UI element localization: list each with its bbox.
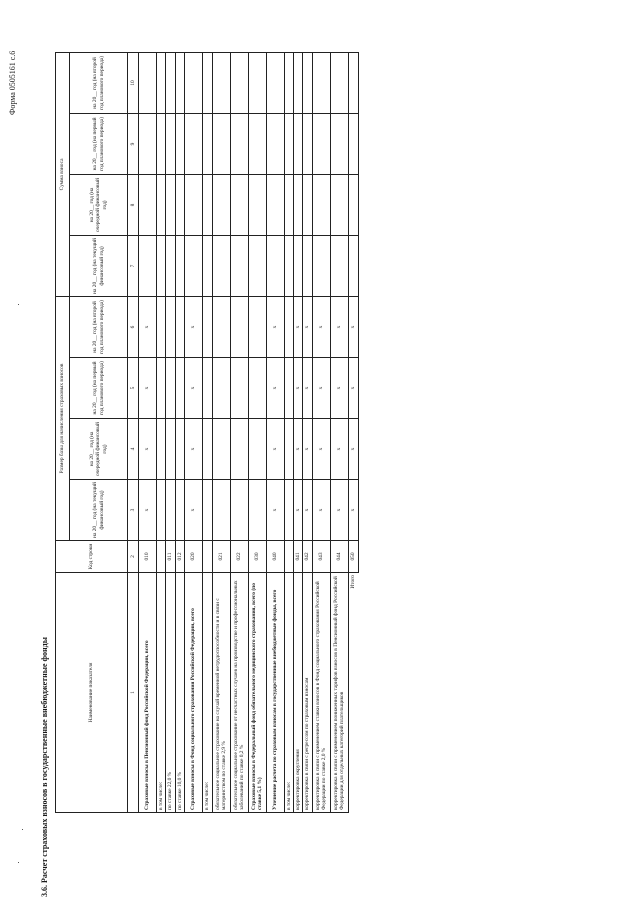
sum-group-header: Сумма взноса	[56, 52, 70, 296]
value-cell	[248, 174, 266, 235]
not-applicable-mark: x	[139, 358, 157, 419]
value-cell	[330, 235, 348, 296]
value-cell	[293, 52, 302, 113]
row-code: 030	[248, 541, 266, 573]
scan-speck	[18, 862, 19, 863]
not-applicable-mark: x	[293, 419, 302, 480]
column-number-2: 2	[128, 541, 139, 573]
base-year-second-header: на 20__ год (на второй год планового периода)	[70, 296, 128, 357]
value-cell	[157, 235, 166, 296]
value-cell	[185, 113, 203, 174]
section-title: 3.6. Расчет страховых взносов в государственные внебюджетные фонды	[40, 637, 49, 897]
not-applicable-mark: x	[348, 480, 358, 541]
base-year-current-header: на 20__ год (на текущий финансовый год)	[70, 480, 128, 541]
not-applicable-mark: x	[266, 358, 284, 419]
value-cell	[293, 235, 302, 296]
column-number-7: 7	[128, 235, 139, 296]
row-name: по ставке 10,0 %	[175, 573, 184, 813]
sum-year-next-header: на 20__ год (на очередной финансовый год)	[70, 174, 128, 235]
not-applicable-mark: x	[348, 358, 358, 419]
value-cell	[248, 52, 266, 113]
row-name: корректировка в связи с регрессом по страховым взносам	[303, 573, 312, 813]
value-cell	[166, 113, 175, 174]
not-applicable-mark: x	[266, 419, 284, 480]
value-cell	[230, 358, 248, 419]
value-cell	[348, 52, 358, 113]
value-cell	[230, 296, 248, 357]
value-cell	[303, 113, 312, 174]
value-cell	[203, 235, 212, 296]
value-cell	[175, 235, 184, 296]
value-cell	[157, 480, 166, 541]
not-applicable-mark: x	[312, 358, 330, 419]
not-applicable-mark: x	[185, 296, 203, 357]
value-cell	[185, 235, 203, 296]
table-row	[139, 52, 157, 812]
row-code	[284, 541, 293, 573]
value-cell	[230, 174, 248, 235]
row-name: корректировка в связи с применением пониженных тарифов взносов в Пенсионный фонд Российской Федерации для отдельных категорий плательщиков	[330, 573, 348, 813]
not-applicable-mark: x	[266, 296, 284, 357]
not-applicable-mark: x	[185, 480, 203, 541]
value-cell	[312, 113, 330, 174]
value-cell	[157, 113, 166, 174]
value-cell	[212, 52, 230, 113]
table-row	[248, 52, 266, 812]
value-cell	[203, 480, 212, 541]
value-cell	[266, 113, 284, 174]
value-cell	[185, 52, 203, 113]
value-cell	[212, 113, 230, 174]
value-cell	[166, 235, 175, 296]
table-row	[330, 52, 348, 812]
not-applicable-mark: x	[293, 480, 302, 541]
value-cell	[303, 174, 312, 235]
value-cell	[139, 52, 157, 113]
value-cell	[157, 52, 166, 113]
value-cell	[248, 419, 266, 480]
value-cell	[166, 358, 175, 419]
column-number-6: 6	[128, 296, 139, 357]
table-row	[185, 52, 203, 812]
not-applicable-mark: x	[266, 480, 284, 541]
value-cell	[230, 52, 248, 113]
value-cell	[212, 480, 230, 541]
value-cell	[212, 419, 230, 480]
table-row	[203, 52, 212, 812]
value-cell	[139, 174, 157, 235]
not-applicable-mark: x	[139, 480, 157, 541]
table-row	[293, 52, 302, 812]
table-row	[175, 52, 184, 812]
value-cell	[166, 52, 175, 113]
value-cell	[303, 235, 312, 296]
not-applicable-mark: x	[303, 358, 312, 419]
row-name: в том числе:	[203, 573, 212, 813]
value-cell	[312, 174, 330, 235]
value-cell	[175, 113, 184, 174]
not-applicable-mark: x	[330, 419, 348, 480]
value-cell	[248, 358, 266, 419]
value-cell	[312, 235, 330, 296]
row-code: 044	[330, 541, 348, 573]
row-name: Страховые взносы в Фонд социального страхования Российской Федерации, всего	[185, 573, 203, 813]
value-cell	[212, 296, 230, 357]
table-row	[166, 52, 175, 812]
value-cell	[293, 113, 302, 174]
table-row	[230, 52, 248, 812]
not-applicable-mark: x	[293, 358, 302, 419]
name-column-header: Наименование показателя	[56, 573, 128, 813]
row-name: обязательное социальное страхование на случай временной нетрудоспособности и в связи с материнством по ставке 2,9 %	[212, 573, 230, 813]
not-applicable-mark: x	[312, 296, 330, 357]
column-number-1: 1	[128, 573, 139, 813]
total-row	[348, 52, 358, 812]
not-applicable-mark: x	[303, 296, 312, 357]
column-number-8: 8	[128, 174, 139, 235]
value-cell	[312, 52, 330, 113]
row-code: 011	[166, 541, 175, 573]
not-applicable-mark: x	[185, 419, 203, 480]
not-applicable-mark: x	[303, 419, 312, 480]
value-cell	[230, 419, 248, 480]
value-cell	[175, 480, 184, 541]
table-row	[284, 52, 293, 812]
base-year-first-header: на 20__ год (на первый год планового периода)	[70, 358, 128, 419]
not-applicable-mark: x	[330, 480, 348, 541]
value-cell	[166, 174, 175, 235]
row-code	[157, 541, 166, 573]
row-code: 021	[212, 541, 230, 573]
scan-speck	[22, 829, 23, 830]
row-name: в том числе:	[284, 573, 293, 813]
not-applicable-mark: x	[312, 480, 330, 541]
not-applicable-mark: x	[185, 358, 203, 419]
value-cell	[175, 419, 184, 480]
value-cell	[284, 358, 293, 419]
not-applicable-mark: x	[139, 419, 157, 480]
value-cell	[166, 296, 175, 357]
row-code: 010	[139, 541, 157, 573]
value-cell	[330, 52, 348, 113]
row-code: 040	[266, 541, 284, 573]
not-applicable-mark: x	[293, 296, 302, 357]
column-number-9: 9	[128, 113, 139, 174]
value-cell	[175, 174, 184, 235]
value-cell	[166, 480, 175, 541]
code-column-header: Код строки	[56, 541, 128, 573]
value-cell	[284, 419, 293, 480]
value-cell	[348, 174, 358, 235]
table-row	[212, 52, 230, 812]
value-cell	[157, 174, 166, 235]
table-row	[266, 52, 284, 812]
row-code: 022	[230, 541, 248, 573]
value-cell	[203, 419, 212, 480]
row-code: 041	[293, 541, 302, 573]
value-cell	[284, 174, 293, 235]
value-cell	[248, 480, 266, 541]
not-applicable-mark: x	[330, 358, 348, 419]
total-code: 050	[348, 541, 358, 573]
column-number-5: 5	[128, 358, 139, 419]
column-number-3: 3	[128, 480, 139, 541]
value-cell	[157, 358, 166, 419]
value-cell	[266, 52, 284, 113]
base-year-next-header: на 20__ год (на очередной финансовый год)	[70, 419, 128, 480]
column-number-4: 4	[128, 419, 139, 480]
value-cell	[266, 235, 284, 296]
row-name: Страховые взносы в Федеральный фонд обязательного медицинского страхования, всего (по ставке 5,1 %)	[248, 573, 266, 813]
value-cell	[348, 235, 358, 296]
value-cell	[284, 296, 293, 357]
insurance-contributions-table	[55, 52, 359, 813]
not-applicable-mark: x	[348, 419, 358, 480]
row-name: обязательное социальное страхование от несчастных случаев на производстве и профессиональных заболеваний по ставке 0,2 %	[230, 573, 248, 813]
form-number: Форма 0505161 с.6	[8, 50, 17, 115]
row-code: 042	[303, 541, 312, 573]
not-applicable-mark: x	[139, 296, 157, 357]
value-cell	[203, 174, 212, 235]
value-cell	[330, 113, 348, 174]
value-cell	[266, 174, 284, 235]
value-cell	[139, 235, 157, 296]
row-name: корректировка округления	[293, 573, 302, 813]
row-code: 012	[175, 541, 184, 573]
base-group-header: Размер базы для начисления страховых взносов	[56, 296, 70, 540]
row-code: 043	[312, 541, 330, 573]
value-cell	[284, 113, 293, 174]
sum-year-second-header: на 20__ год (на второй год планового периода)	[70, 52, 128, 113]
total-label: Итого	[350, 575, 357, 589]
not-applicable-mark: x	[303, 480, 312, 541]
value-cell	[175, 358, 184, 419]
not-applicable-mark: x	[348, 296, 358, 357]
value-cell	[212, 174, 230, 235]
value-cell	[293, 174, 302, 235]
table-row	[303, 52, 312, 812]
value-cell	[203, 52, 212, 113]
sum-year-current-header: на 20__ год (на текущий финансовый год)	[70, 235, 128, 296]
row-name: по ставке 22,0 %	[166, 573, 175, 813]
value-cell	[203, 296, 212, 357]
value-cell	[248, 113, 266, 174]
value-cell	[157, 296, 166, 357]
value-cell	[303, 52, 312, 113]
row-name: в том числе:	[157, 573, 166, 813]
value-cell	[284, 235, 293, 296]
value-cell	[185, 174, 203, 235]
row-code: 020	[185, 541, 203, 573]
not-applicable-mark: x	[312, 419, 330, 480]
value-cell	[348, 113, 358, 174]
not-applicable-mark: x	[330, 296, 348, 357]
column-number-10: 10	[128, 52, 139, 113]
value-cell	[157, 419, 166, 480]
value-cell	[212, 358, 230, 419]
value-cell	[175, 52, 184, 113]
value-cell	[139, 113, 157, 174]
column-numbers-row	[128, 52, 139, 812]
table-row	[157, 52, 166, 812]
row-name: Уточнение расчета по страховым взносам в государственные внебюджетные фонды, всего	[266, 573, 284, 813]
value-cell	[284, 52, 293, 113]
value-cell	[203, 358, 212, 419]
value-cell	[203, 113, 212, 174]
sum-year-first-header: на 20__ год (на первый год планового периода)	[70, 113, 128, 174]
value-cell	[248, 296, 266, 357]
value-cell	[175, 296, 184, 357]
value-cell	[330, 174, 348, 235]
row-name: Страховые взносы в Пенсионный фонд Российской Федерации, всего	[139, 573, 157, 813]
value-cell	[248, 235, 266, 296]
value-cell	[230, 113, 248, 174]
scan-speck	[18, 304, 19, 305]
row-code	[203, 541, 212, 573]
value-cell	[284, 480, 293, 541]
value-cell	[230, 235, 248, 296]
value-cell	[230, 480, 248, 541]
value-cell	[212, 235, 230, 296]
value-cell	[166, 419, 175, 480]
row-name: корректировка в связи с применением ставки взносов в Фонд социального страхования Российской Федерации по ставке 2,0 %	[312, 573, 330, 813]
table-row	[312, 52, 330, 812]
